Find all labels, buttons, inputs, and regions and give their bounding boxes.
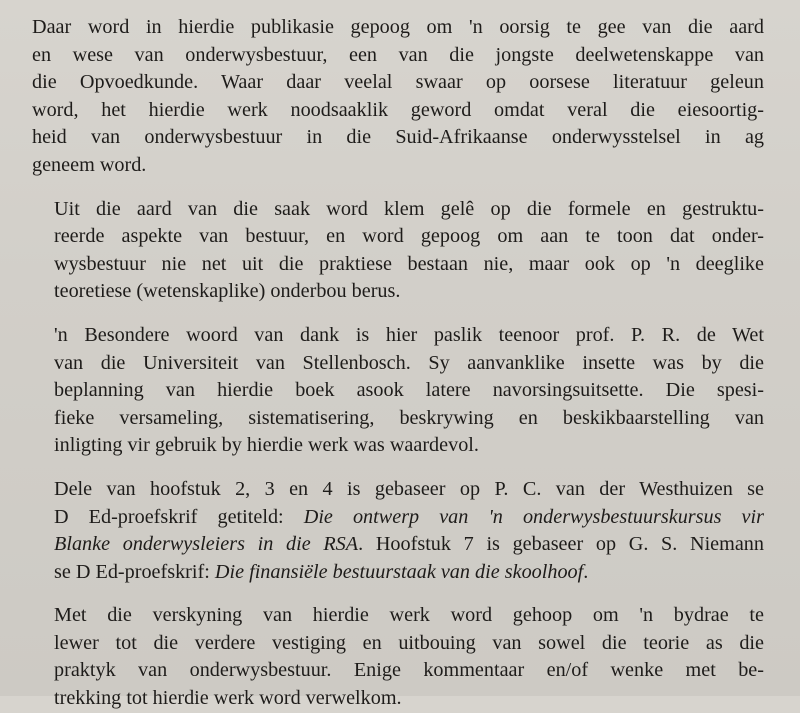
text-line: Uit die aard van die saak word klem gelê op die formele en gestruktu-	[54, 197, 764, 220]
paragraph-3	[32, 322, 764, 460]
text-line: inligting vir gebruik by hierdie werk was waardevol.	[54, 434, 479, 457]
text-run: D Ed-proefskrif getiteld:	[54, 505, 304, 528]
text-line: Dele van hoofstuk 2, 3 en 4 is gebaseer op P. C. van der Westhuizen se	[54, 477, 764, 500]
text-line: praktyk van onderwysbestuur. Enige kommentaar en/of wenke met be-	[54, 659, 764, 682]
text-line	[32, 504, 764, 532]
text-line: lewer tot die verdere vestiging en uitbouing van sowel die teorie as die	[54, 631, 764, 654]
text-run: se D Ed-proefskrif:	[54, 560, 215, 583]
paragraph-1	[32, 14, 764, 180]
text-line: Met die verskyning van hierdie werk word gehoop om 'n bydrae te	[54, 604, 764, 627]
text-run: .	[583, 560, 589, 583]
text-line: trekking tot hierdie werk word verwelkom.	[54, 687, 402, 710]
text-line: wysbestuur nie net uit die praktiese bestaan nie, maar ook op 'n deeglike	[54, 252, 764, 275]
paragraph-2	[32, 196, 764, 306]
text-line: teoretiese (wetenskaplike) onderbou berus.	[54, 280, 401, 303]
text-line: van die Universiteit van Stellenbosch. Sy aanvanklike insette was by die	[54, 351, 764, 374]
paragraph-5	[32, 602, 764, 712]
thesis-title-2: Die finansiële bestuurstaak van die skoolhoof	[214, 560, 584, 583]
text-line	[32, 559, 764, 587]
text-line: reerde aspekte van bestuur, en word gepoog om aan te toon dat onder-	[54, 225, 764, 248]
text-line: word, het hierdie werk noodsaaklik geword omdat veral die eiesoortig-	[32, 98, 764, 121]
text-line: die Opvoedkunde. Waar daar veelal swaar op oorsese literatuur geleun	[32, 71, 764, 94]
text-line: en wese van onderwysbestuur, een van die jongste deelwetenskappe van	[32, 43, 764, 66]
thesis-title-1: Die ontwerp van 'n onderwysbestuurskursus vir	[303, 505, 764, 528]
text-line: heid van onderwysbestuur in die Suid-Afrikaanse onderwysstelsel in ag	[32, 126, 764, 149]
text-line: beplanning van hierdie boek asook latere navorsingsuitsette. Die spesi-	[54, 379, 764, 402]
text-line: geneem word.	[32, 153, 147, 176]
paragraph-4	[32, 476, 764, 586]
text-line: fieke versameling, sistematisering, beskrywing en beskikbaarstelling van	[54, 406, 764, 429]
text-line: 'n Besondere woord van dank is hier paslik teenoor prof. P. R. de Wet	[54, 323, 764, 346]
text-line: Daar word in hierdie publikasie gepoog om 'n oorsig te gee van die aard	[32, 16, 764, 38]
thesis-title-1-cont: Blanke onderwysleiers in die RSA	[54, 533, 359, 556]
text-run: . Hoofstuk 7 is gebaseer op G. S. Niemann	[358, 533, 764, 556]
text-line	[32, 531, 764, 559]
